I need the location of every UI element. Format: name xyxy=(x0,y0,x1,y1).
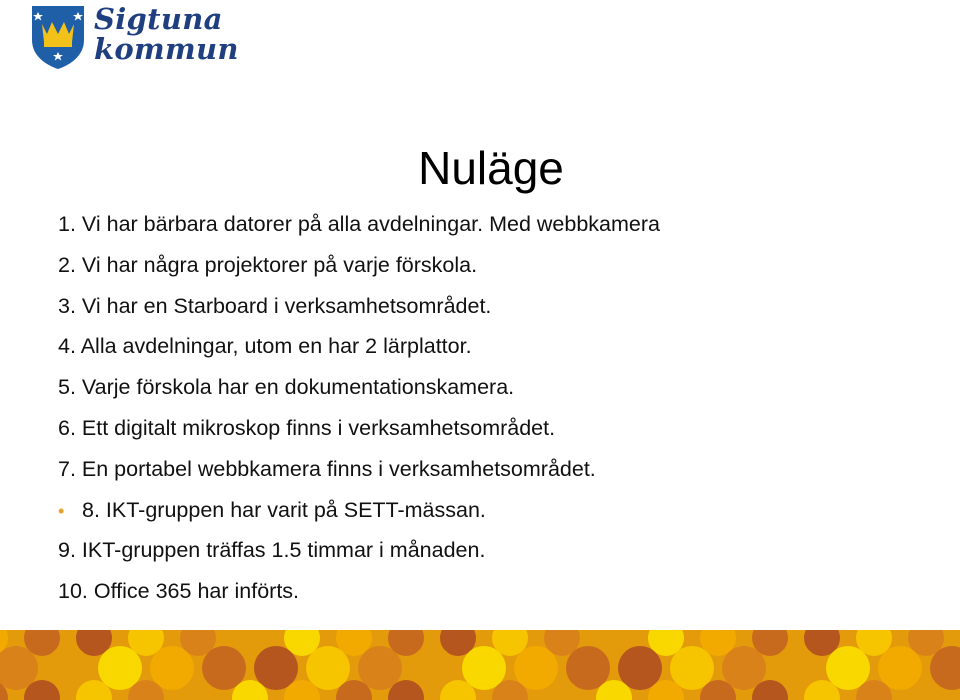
logo-wordmark xyxy=(94,4,239,64)
list-item xyxy=(58,326,938,367)
list-item-text: 5. Varje förskola har en dokumentationskamera. xyxy=(58,375,515,400)
slide-bullet-list xyxy=(58,204,938,612)
footer-dot xyxy=(670,646,714,690)
list-item-text: 9. IKT-gruppen träffas 1.5 timmar i månaden. xyxy=(58,538,486,563)
list-item-text: 4. Alla avdelningar, utom en har 2 lärplattor. xyxy=(58,334,472,359)
footer-dot xyxy=(150,646,194,690)
footer-dot xyxy=(306,646,350,690)
footer-dot xyxy=(878,646,922,690)
logo-line-2: kommun xyxy=(94,32,239,66)
footer-dot xyxy=(462,646,506,690)
list-item xyxy=(58,204,938,245)
list-item-text: 1. Vi har bärbara datorer på alla avdelningar. Med webbkamera xyxy=(58,212,660,236)
list-item-text: 8. IKT-gruppen har varit på SETT-mässan. xyxy=(82,497,486,522)
footer-dot xyxy=(514,646,558,690)
slide-title: Nuläge xyxy=(418,142,564,194)
bullet-dot-icon: • xyxy=(58,500,65,521)
municipal-shield-icon xyxy=(28,2,88,70)
list-item-text: 3. Vi har en Starboard i verksamhetsområdet. xyxy=(58,293,492,318)
footer-dot xyxy=(566,646,610,690)
logo-line-1: Sigtuna xyxy=(94,2,223,36)
list-item-text: 2. Vi har några projektorer på varje förskola. xyxy=(58,252,478,277)
list-item xyxy=(58,490,938,531)
footer-dot xyxy=(826,646,870,690)
list-item-text: 7. En portabel webbkamera finns i verksamhetsområdet. xyxy=(58,456,596,481)
footer-dot xyxy=(202,646,246,690)
list-item xyxy=(58,286,938,327)
sigtuna-kommun-logo xyxy=(28,2,248,72)
footer-dot xyxy=(254,646,298,690)
list-item xyxy=(58,571,938,612)
decorative-dot-footer xyxy=(0,630,960,700)
footer-dot xyxy=(358,646,402,690)
footer-dot xyxy=(618,646,662,690)
list-item xyxy=(58,408,938,449)
dot-pattern xyxy=(0,630,960,700)
footer-dot xyxy=(410,646,454,690)
list-item xyxy=(58,245,938,286)
list-item-text: 6. Ett digitalt mikroskop finns i verksamhetsområdet. xyxy=(58,415,556,440)
crown-band xyxy=(44,42,72,47)
footer-dot xyxy=(46,646,90,690)
footer-dot xyxy=(722,646,766,690)
list-item-text: 10. Office 365 har införts. xyxy=(58,579,300,604)
list-item xyxy=(58,449,938,490)
list-item xyxy=(58,367,938,408)
footer-dot xyxy=(774,646,818,690)
list-item xyxy=(58,530,938,571)
footer-dot xyxy=(98,646,142,690)
